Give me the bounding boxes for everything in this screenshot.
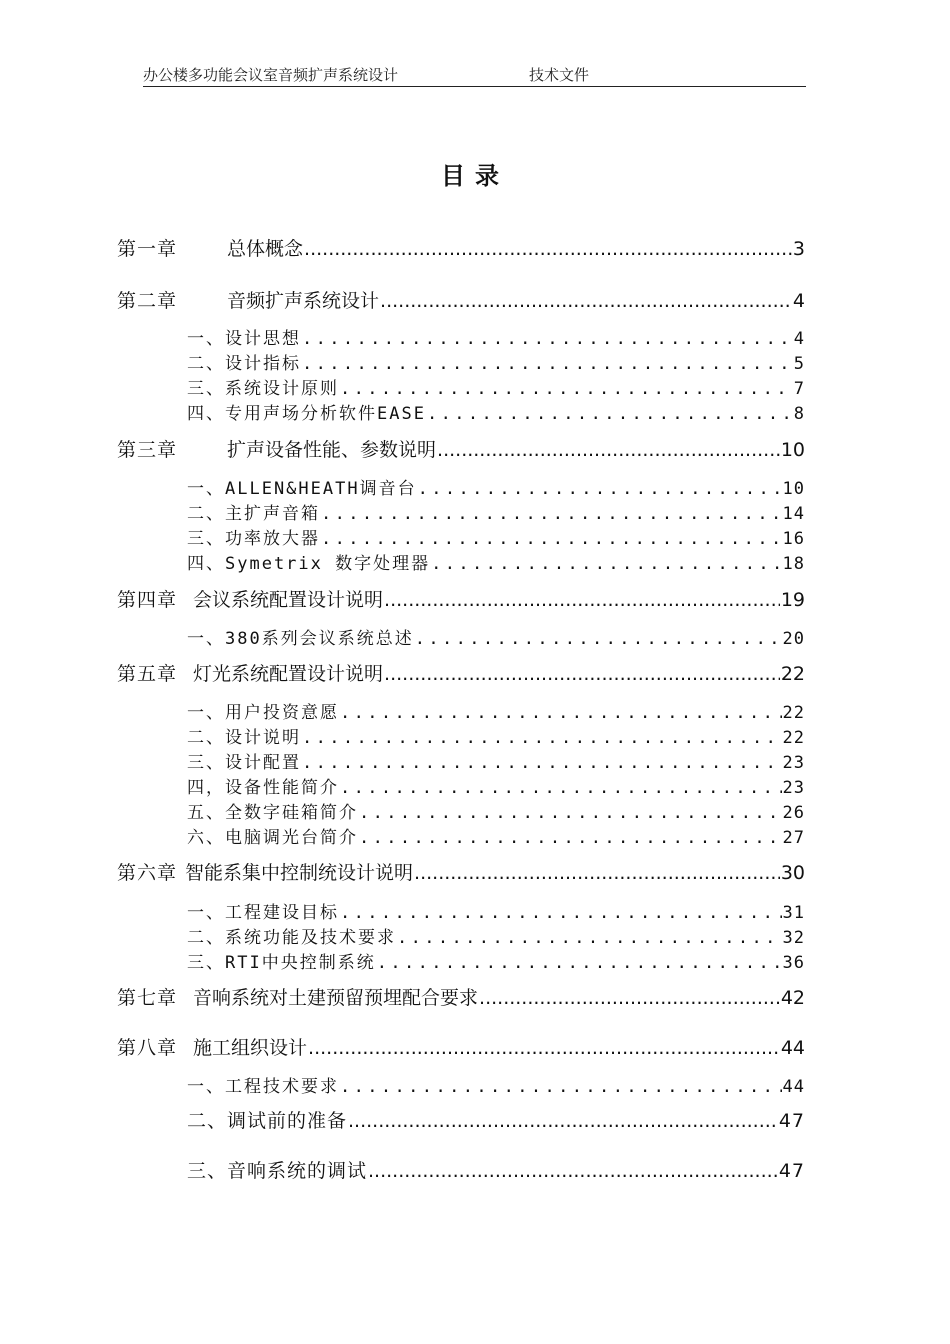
page-number: 10	[782, 479, 805, 499]
toc-section[interactable]	[187, 723, 805, 748]
toc-section[interactable]	[187, 524, 805, 549]
toc-chapter-1[interactable]	[117, 234, 805, 261]
page-number: 30	[780, 862, 805, 884]
header-document-title: 办公楼多功能会议室音频扩声系统设计	[143, 66, 399, 84]
page-number: 4	[792, 290, 805, 312]
chapter-label: 第八章	[117, 1037, 178, 1059]
toc-section[interactable]	[187, 1072, 805, 1097]
section-title: 一、设计思想	[187, 329, 301, 349]
page-number: 7	[793, 379, 805, 399]
toc-section[interactable]	[187, 1156, 805, 1183]
toc-section[interactable]	[187, 624, 805, 649]
page-number: 5	[793, 354, 805, 374]
toc-section[interactable]	[187, 324, 805, 349]
toc-section[interactable]	[187, 948, 805, 973]
toc-section[interactable]	[187, 349, 805, 374]
chapter-label: 第七章	[117, 987, 178, 1009]
toc-section[interactable]	[187, 399, 805, 424]
toc-section[interactable]	[187, 499, 805, 524]
toc-chapter-3[interactable]	[117, 435, 805, 462]
section-title: 四，设备性能简介	[187, 778, 339, 798]
page-number: 36	[782, 953, 805, 973]
page-number: 31	[782, 903, 805, 923]
leader-dots	[359, 803, 782, 823]
leader-dots	[415, 629, 782, 649]
leader-dots	[340, 703, 782, 723]
page-number: 8	[793, 404, 805, 424]
page-header	[143, 64, 806, 87]
toc-section[interactable]	[187, 898, 805, 923]
leader-dots	[321, 504, 782, 524]
page-number: 22	[782, 703, 805, 723]
page-number: 14	[782, 504, 805, 524]
chapter-title: 音频扩声系统设计	[227, 290, 380, 312]
leader-dots	[304, 238, 792, 260]
section-title: 三、系统设计原则	[187, 379, 339, 399]
leader-dots	[348, 1110, 778, 1132]
leader-dots	[302, 753, 782, 773]
leader-dots	[368, 1160, 778, 1182]
leader-dots	[384, 663, 780, 685]
page-number: 22	[780, 663, 805, 685]
toc-section[interactable]	[187, 549, 805, 574]
section-title: 一、工程技术要求	[187, 1077, 339, 1097]
toc-section[interactable]	[187, 748, 805, 773]
leader-dots	[308, 1037, 780, 1059]
section-title: 六、电脑调光台简介	[187, 828, 358, 848]
page-number: 19	[780, 589, 805, 611]
leader-dots	[359, 828, 782, 848]
leader-dots	[380, 290, 792, 312]
toc-chapter-7[interactable]	[117, 983, 805, 1010]
page-number: 18	[782, 554, 805, 574]
toc-section[interactable]	[187, 773, 805, 798]
chapter-label: 第四章	[117, 589, 178, 611]
leader-dots	[340, 903, 782, 923]
page-number: 3	[792, 238, 805, 260]
leader-dots	[427, 404, 793, 424]
chapter-label: 第六章	[117, 862, 178, 884]
leader-dots	[479, 987, 780, 1009]
chapter-title: 会议系统配置设计说明	[193, 589, 384, 611]
leader-dots	[397, 928, 782, 948]
leader-dots	[302, 354, 793, 374]
toc-section[interactable]	[187, 698, 805, 723]
chapter-title: 扩声设备性能、参数说明	[227, 439, 437, 461]
toc-section[interactable]	[187, 474, 805, 499]
chapter-title: 总体概念	[227, 238, 304, 260]
chapter-label: 第二章	[117, 290, 178, 312]
section-title: 三、功率放大器	[187, 529, 320, 549]
section-title: 三、音响系统的调试	[187, 1160, 368, 1182]
leader-dots	[302, 728, 782, 748]
toc-chapter-4[interactable]	[117, 585, 805, 612]
section-title: 二、系统功能及技术要求	[187, 928, 396, 948]
toc-section[interactable]	[187, 923, 805, 948]
page-number: 10	[780, 439, 805, 461]
page-number: 20	[782, 629, 805, 649]
section-title: 三、设计配置	[187, 753, 301, 773]
section-title: 四、Symetrix 数字处理器	[187, 554, 431, 574]
page-number: 22	[782, 728, 805, 748]
toc-chapter-6[interactable]	[117, 858, 805, 885]
leader-dots	[340, 379, 793, 399]
toc-chapter-2[interactable]	[117, 286, 805, 313]
chapter-label: 第一章	[117, 238, 178, 260]
chapter-title: 施工组织设计	[193, 1037, 308, 1059]
section-title: 四、专用声场分析软件EASE	[187, 404, 426, 424]
page-number: 44	[782, 1077, 805, 1097]
section-title: 一、用户投资意愿	[187, 703, 339, 723]
section-title: 一、380系列会议系统总述	[187, 629, 414, 649]
chapter-label: 第三章	[117, 439, 178, 461]
toc-section[interactable]	[187, 1106, 805, 1133]
page-number: 23	[782, 778, 805, 798]
section-title: 二、设计说明	[187, 728, 301, 748]
page-number: 27	[782, 828, 805, 848]
section-title: 一、工程建设目标	[187, 903, 339, 923]
leader-dots	[431, 554, 781, 574]
leader-dots	[302, 329, 793, 349]
toc-chapter-5[interactable]	[117, 659, 805, 686]
leader-dots	[437, 439, 780, 461]
leader-dots	[321, 529, 782, 549]
toc-chapter-8[interactable]	[117, 1033, 805, 1060]
leader-dots	[340, 778, 782, 798]
toc-section[interactable]	[187, 823, 805, 848]
page-number: 47	[778, 1110, 805, 1132]
leader-dots	[377, 953, 782, 973]
leader-dots	[340, 1077, 782, 1097]
section-title: 三、RTI中央控制系统	[187, 953, 376, 973]
leader-dots	[384, 589, 780, 611]
toc-section[interactable]	[187, 798, 805, 823]
page-number: 26	[782, 803, 805, 823]
section-title: 二、设计指标	[187, 354, 301, 374]
leader-dots	[414, 862, 780, 884]
page-number: 16	[782, 529, 805, 549]
chapter-title: 音响系统对土建预留预埋配合要求	[193, 987, 479, 1009]
chapter-title: 灯光系统配置设计说明	[193, 663, 384, 685]
chapter-label: 第五章	[117, 663, 178, 685]
page-number: 23	[782, 753, 805, 773]
section-title: 一、ALLEN&HEATH调音台	[187, 479, 417, 499]
header-document-type: 技术文件	[529, 66, 590, 84]
page-number: 42	[780, 987, 805, 1009]
section-title: 二、调试前的准备	[187, 1110, 348, 1132]
page-number: 47	[778, 1160, 805, 1182]
leader-dots	[418, 479, 782, 499]
section-title: 二、主扩声音箱	[187, 504, 320, 524]
chapter-title: 智能系集中控制统设计说明	[185, 862, 414, 884]
toc-section[interactable]	[187, 374, 805, 399]
toc-title: 目录	[441, 162, 509, 190]
page-number: 4	[793, 329, 805, 349]
page-number: 44	[780, 1037, 805, 1059]
section-title: 五、全数字硅箱简介	[187, 803, 358, 823]
page-number: 32	[782, 928, 805, 948]
